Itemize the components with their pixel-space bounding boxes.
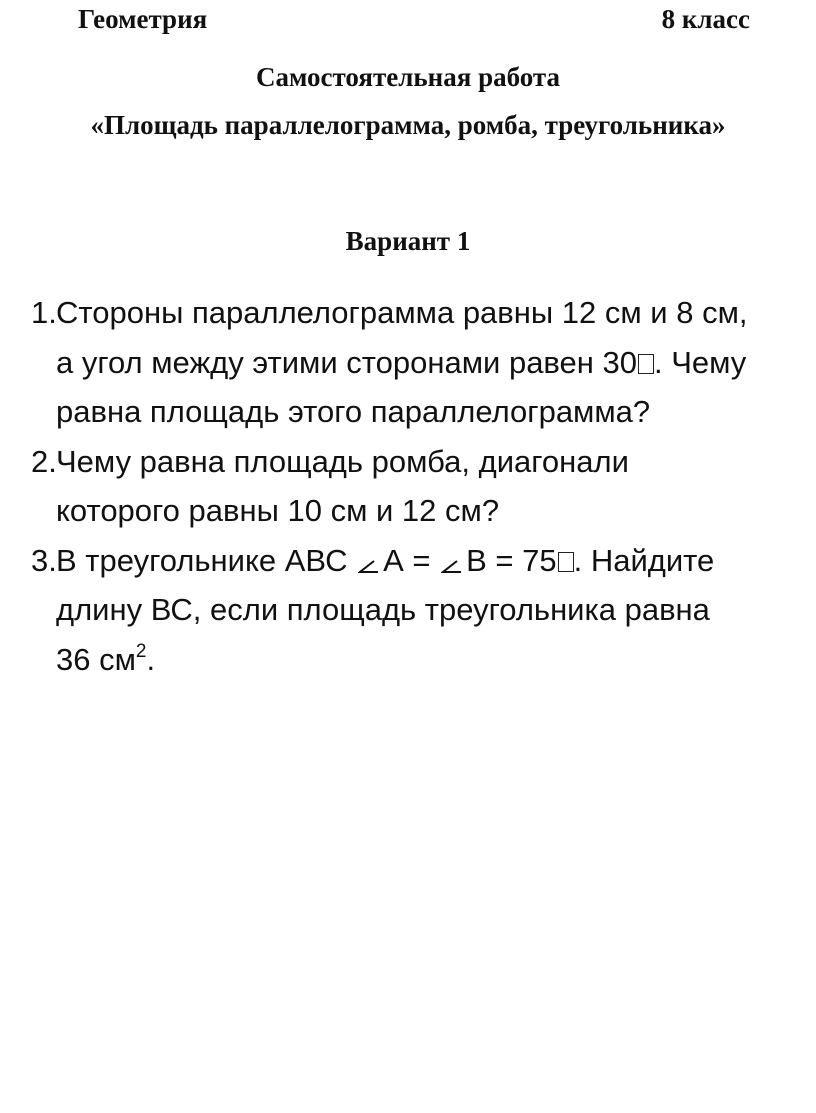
task-text-line: Чему равна площадь ромба, диагонали — [56, 443, 629, 479]
task-text: А = — [383, 542, 440, 578]
work-title: Самостоятельная работа — [255, 62, 560, 92]
task-text-line: длину ВС, если площадь треугольника равна — [56, 592, 710, 627]
task-number: 3. — [31, 542, 57, 578]
task-text: . — [146, 641, 156, 677]
task-text: а угол между этими сторонами равен 30 — [56, 344, 638, 380]
task-text-line: которого равны 10 см и 12 см? — [56, 493, 500, 528]
task-text: . Чему — [654, 344, 747, 380]
header — [78, 4, 750, 40]
task-text-line — [56, 536, 816, 586]
task-text-line — [56, 338, 816, 388]
task-text: . Найдите — [573, 542, 715, 578]
task-text-line: равна площадь этого параллелограмма? — [56, 394, 651, 429]
task-2 — [31, 437, 816, 536]
degree-placeholder-icon — [558, 552, 574, 572]
task-text: В треугольнике АВС — [56, 542, 357, 578]
task-number: 1. — [31, 295, 57, 330]
task-number: 2. — [31, 443, 57, 479]
variant-heading: Вариант 1 — [345, 226, 471, 256]
superscript-exponent: 2 — [135, 640, 147, 662]
task-list — [31, 288, 816, 684]
grade-label: 8 класс — [661, 4, 750, 34]
angle-icon — [441, 559, 463, 573]
task-3 — [31, 536, 816, 685]
task-text: В = 75 — [466, 542, 557, 578]
task-1 — [31, 288, 816, 437]
task-text: 36 см — [56, 641, 136, 677]
work-topic: «Площадь параллелограмма, ромба, треугольника» — [90, 110, 726, 140]
degree-placeholder-icon — [638, 354, 654, 374]
angle-icon — [358, 559, 380, 573]
task-text-line: Стороны параллелограмма равны 12 см и 8 см, — [56, 295, 748, 330]
task-text-line — [56, 635, 816, 685]
subject-label: Геометрия — [78, 4, 208, 34]
